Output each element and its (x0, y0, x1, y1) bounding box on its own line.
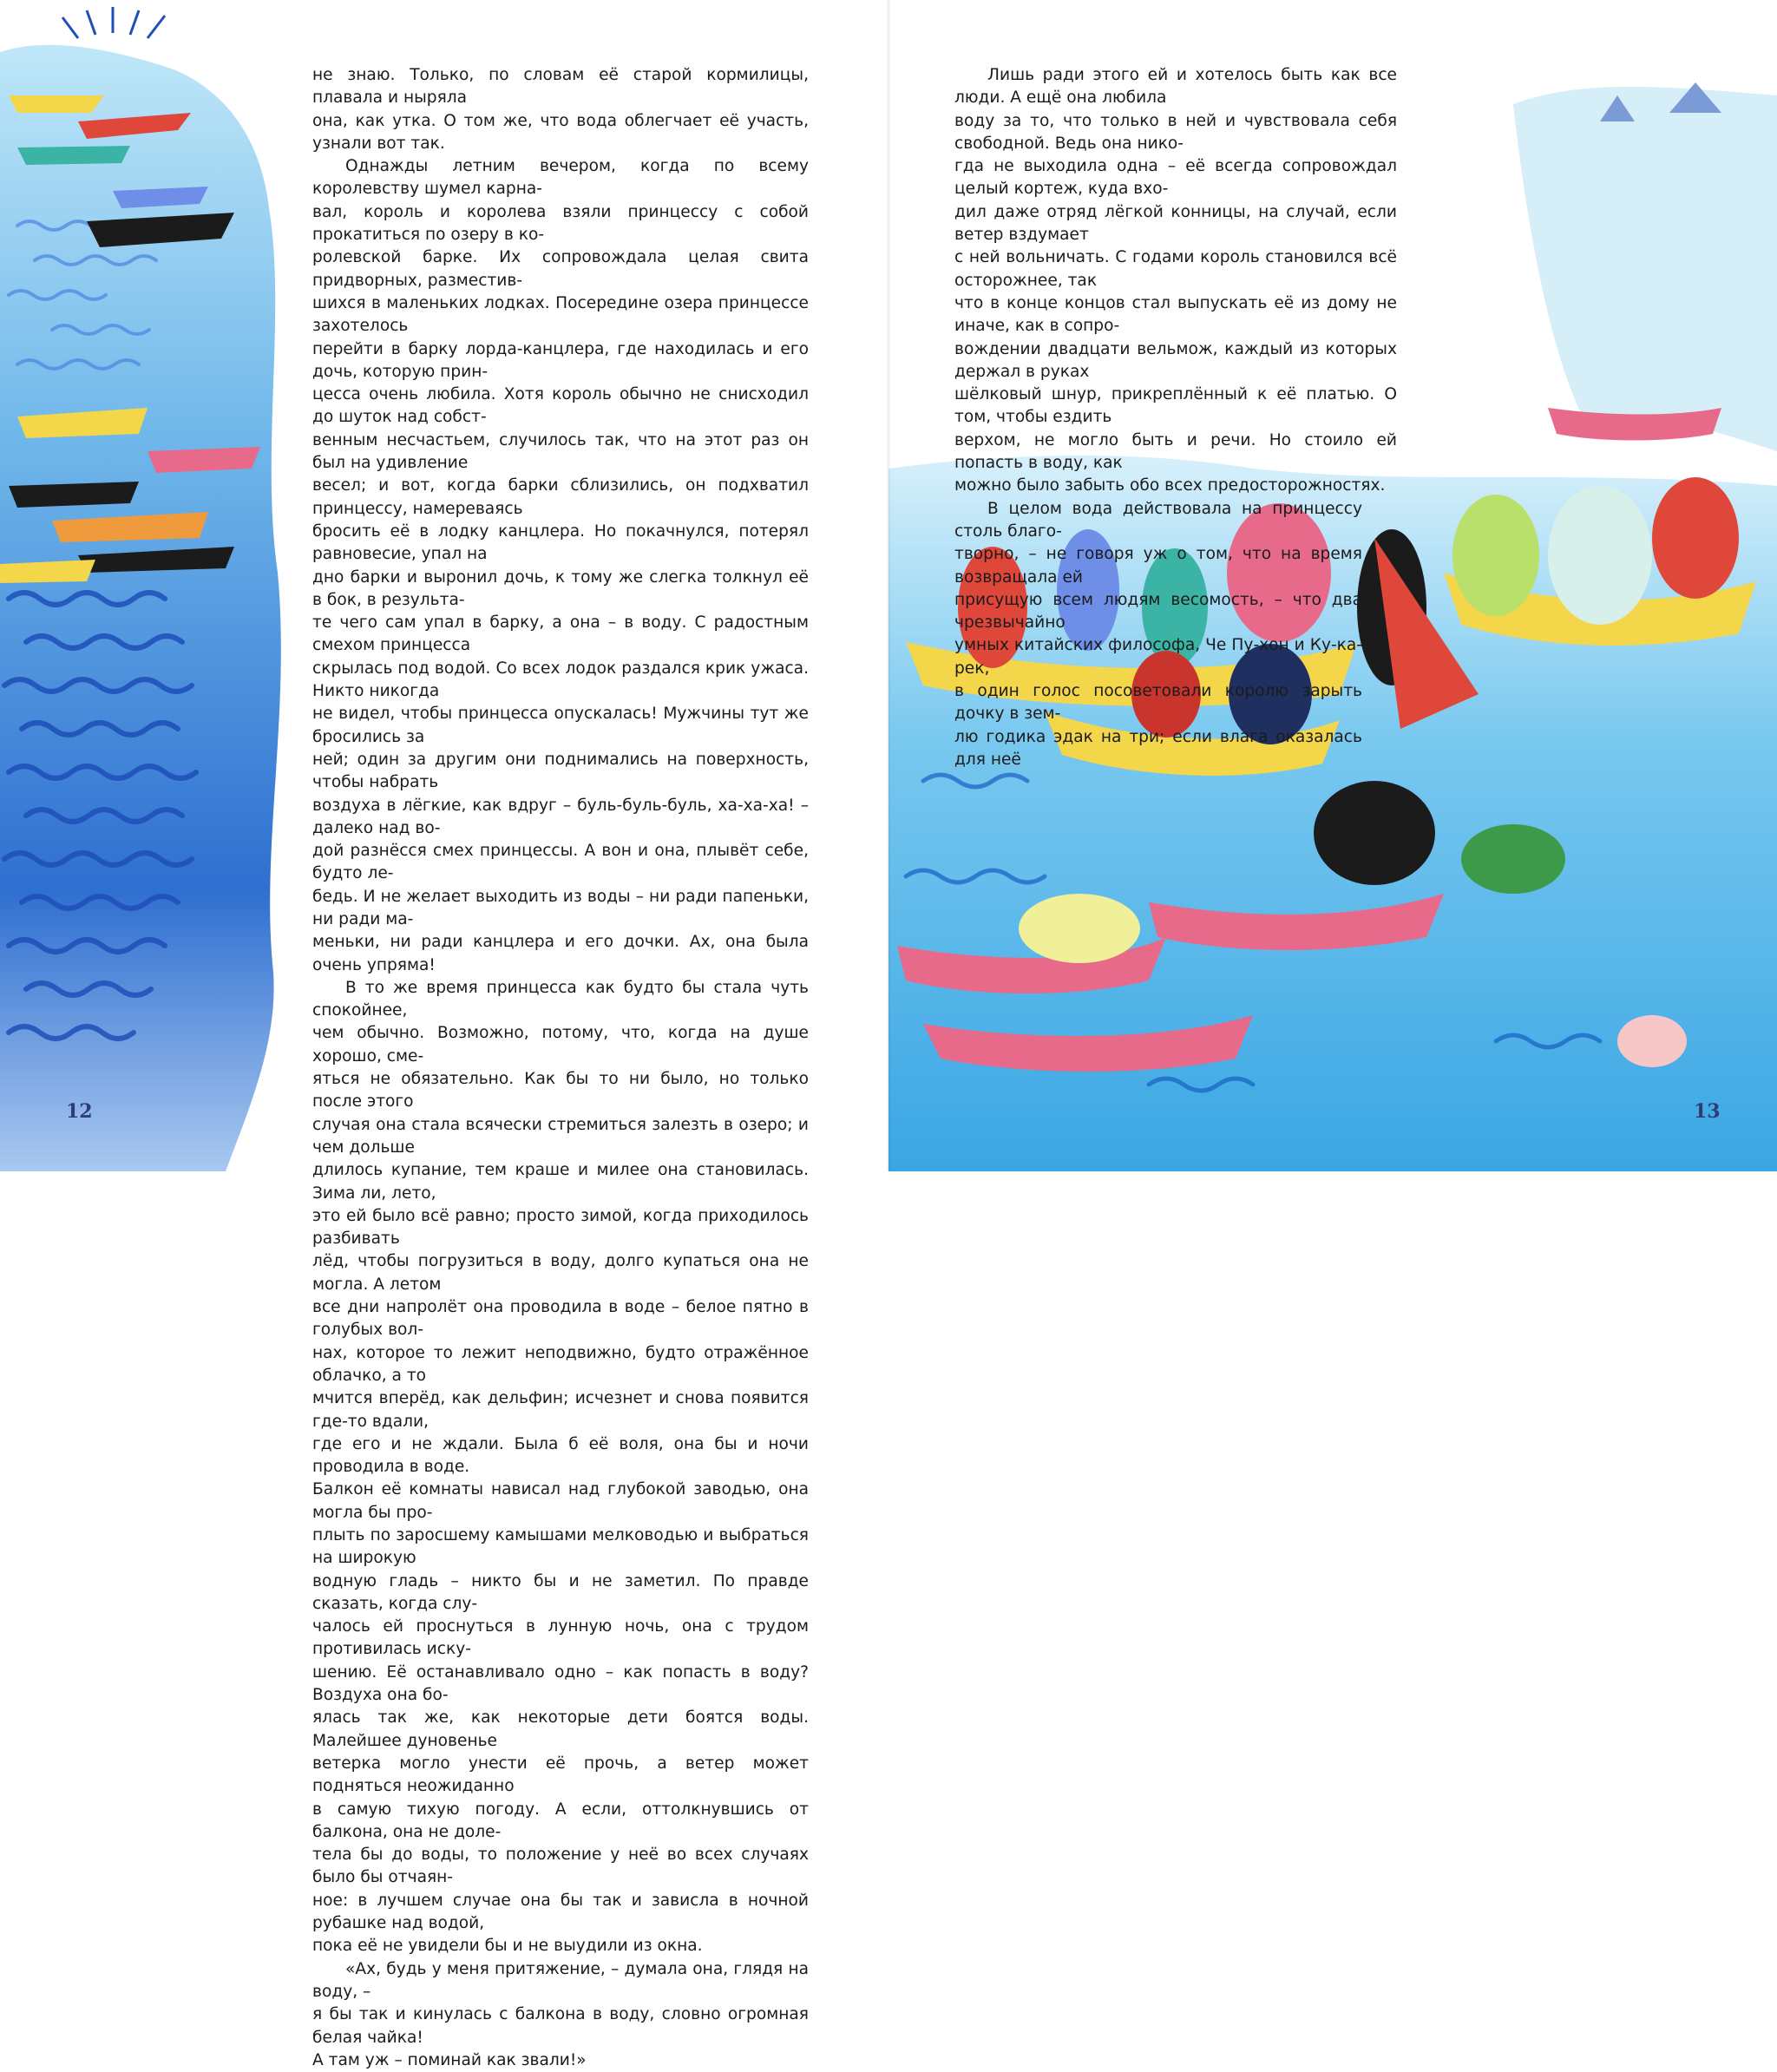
left-page (0, 0, 888, 2069)
right-page-text (954, 64, 1397, 771)
paragraph: не знаю. Только, по словам её старой кормилицы, плавала и ныряла она, как утка. О том же, что вода облегчает её участь, узнали вот так. (312, 66, 809, 153)
paragraph: В то же время принцесса как будто бы стала чуть спокойнее, чем обычно. Возможно, потому, что, когда на душе хорошо, сме- яться не обязательно. Как бы то ни было, но только после этого случая она стала всячески стремиться залезть в озеро; и чем дольше длилось купание, тем краше и милее она становилась. Зима ли, лето, это ей было всё равно; просто зимой, когда приходилось разбивать лёд, чтобы погрузиться в воду, долго купаться она не могла. А летом все дни напролёт она проводила в воде – белое пятно в голубых вол- нах, которое то лежит неподвижно, будто отражённое облачко, а то мчится вперёд, как дельфин; исчезнет и снова появится где-то вдали, где его и не ждали. Была б её воля, она бы и ночи проводила в воде. Балкон её комнаты нависал над глубокой заводью, она могла бы про- плыть по заросшему камышами мелководью и выбраться на широкую водную гладь – никто бы и не заметил. По правде сказать, когда слу- чалось ей проснуться в лунную ночь, она с трудом противилась иску- шению. Её останавливало одно – как попасть в воду? Воздуха она бо- ялась так же, как некоторые дети боятся воды. Малейшее дуновенье ветерка могло унести её прочь, а ветер может подняться неожиданно в самую тихую погоду. А если, оттолкнувшись от балкона, она не доле- тела бы до воды, то положение у неё во всех случаях было бы отчаян- ное: в лучшем случае она бы так и зависла в ночной рубашке над водой, пока её не увидели бы и не выудили из окна. (312, 978, 809, 1956)
paragraph: «Ах, будь у меня притяжение, – думала она, глядя на воду, – я бы так и кинулась с балкона в воду, словно огромная белая чайка! А там уж – поминай как звали!» (312, 1959, 809, 2069)
left-page-text (312, 64, 809, 2072)
page-number-right: 13 (1694, 1100, 1721, 1123)
paragraph: Однажды летним вечером, когда по всему королевству шумел карна- вал, король и королева взяли принцессу с собой прокатиться по озеру в ко- ролевской барке. Их сопровождала целая свита придворных, разместив- шихся в маленьких лодках. Посередине озера принцессе захотелось перейти в барку лорда-канцлера, где находилась и его дочь, которую прин- цесса очень любила. Хотя король обычно не снисходил до шуток над собст- венным несчастьем, случилось так, что на этот раз он был на удивление весел; и вот, когда барки сблизились, он подхватил принцессу, намереваясь бросить её в лодку канцлера. Но покачнулся, потерял равновесие, упал на дно барки и выронил дочь, к тому же слегка толкнул её в бок, в результа- те чего сам упал в барку, а она – в воду. С радостным смехом принцесса скрылась под водой. Со всех лодок раздался крик ужаса. Никто никогда не видел, чтобы принцесса опускалась! Мужчины тут же бросились за ней; один за другим они поднимались на поверхность, чтобы набрать воздуха в лёгкие, как вдруг – буль-буль-буль, ха-ха-ха! – далеко над во- дой разнёсся смех принцессы. А вон и она, плывёт себе, будто ле- бедь. И не желает выходить из воды – ни ради папеньки, ни ради ма- меньки, ни ради канцлера и его дочки. Ах, она была очень упряма! (312, 157, 809, 974)
book-spine-shadow (886, 0, 891, 1171)
sun-sketch (62, 7, 165, 38)
paragraph: В целом вода действовала на принцессу столь благо- творно, – не говоря уж о том, что на время возвращала ей присущую всем людям весомость, – что два чрезвычайно умных китайских философа, Че Пу-хон и Ку-ка-рек, в один голос посоветовали королю зарыть дочку в зем- лю годика эдак на три; если влага оказалась для неё (954, 499, 1362, 769)
paragraph: Лишь ради этого ей и хотелось быть как все люди. А ещё она любила воду за то, что только в ней и чувствовала себя свободной. Ведь она нико- гда не выходила одна – её всегда сопровождал целый кортеж, куда вхо- дил даже отряд лёгкой конницы, на случай, если ветер вздумает с ней вольничать. С годами король становился всё осторожнее, так что в конце концов стал выпускать её из дому не иначе, как в сопро- вождении двадцати вельмож, каждый из которых держал в руках шёлковый шнур, прикреплённый к её платью. О том, чтобы ездить верхом, не могло быть и речи. Но стоило ей попасть в воду, как можно было забыть обо всех предосторожностях. (954, 66, 1397, 495)
page-number-left: 12 (66, 1100, 93, 1123)
right-page (888, 0, 1777, 1171)
left-lake-illustration (0, 0, 295, 1171)
